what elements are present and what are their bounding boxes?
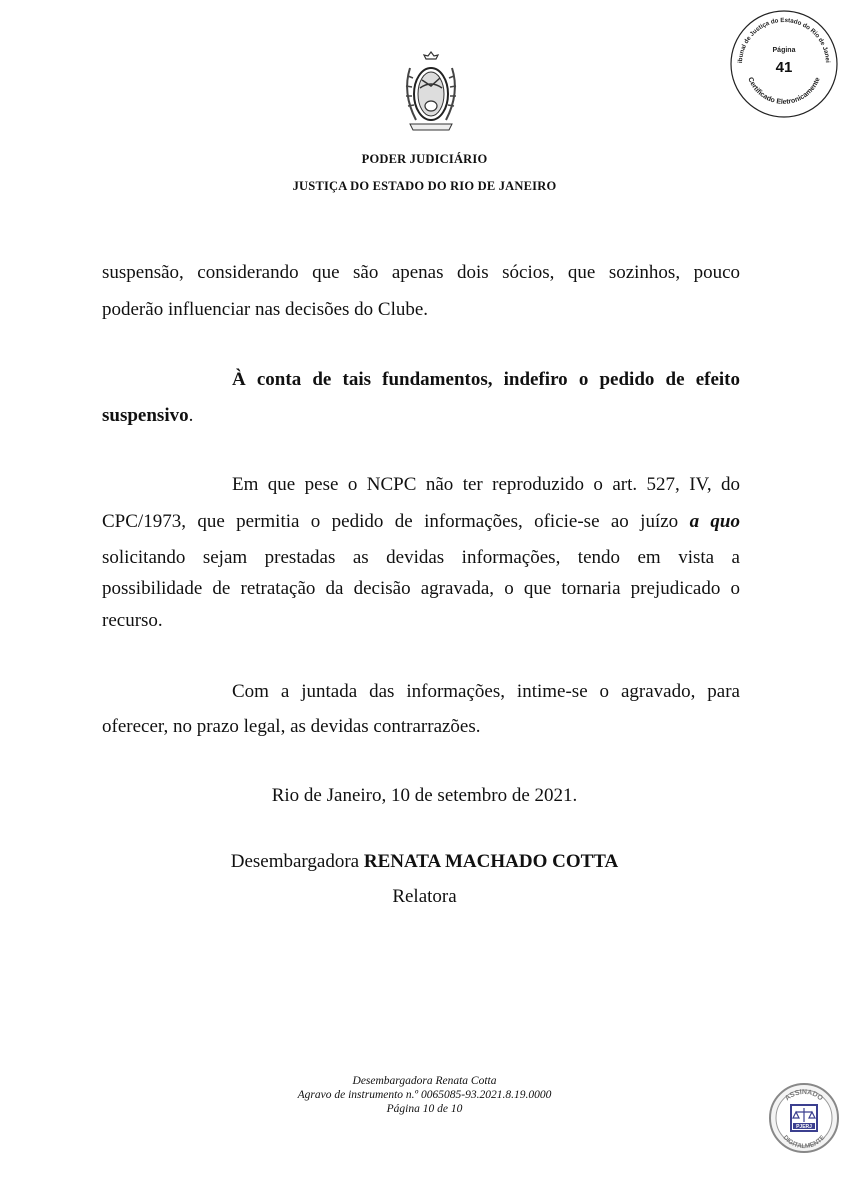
a-quo-emphasis: a quo — [689, 511, 741, 532]
signatory — [0, 851, 849, 873]
digital-signature-seal — [768, 1078, 840, 1158]
signatory-role: Relatora — [392, 886, 457, 907]
footer-judge: Desembargadora Renata Cotta — [352, 1075, 497, 1087]
paragraph-4-line-2: oferecer, no prazo legal, as devidas contrarrazões. — [102, 716, 481, 737]
footer-case-number: Agravo de instrumento n.º 0065085-93.2021.8.19.0000 — [297, 1089, 552, 1101]
paragraph-3-line-2 — [102, 511, 740, 533]
seal-arc-top: ASSINADO — [784, 1088, 824, 1103]
paragraph-3-line-2-text: CPC/1973, que permitia o pedido de informações, oficie-se ao juízo — [102, 511, 690, 532]
paragraph-3-line-3: solicitando sejam prestadas as devidas informações, tendo em vista a — [102, 547, 740, 568]
header-court: JUSTIÇA DO ESTADO DO RIO DE JANEIRO — [292, 179, 557, 193]
stamp-label: Página — [772, 47, 796, 54]
paragraph-1-line-2: poderão influenciar nas decisões do Clube. — [102, 299, 429, 320]
stamp-arc-top: ibunal de Justiça do Estado do Rio de Janei — [737, 16, 831, 64]
paragraph-4-line-1: Com a juntada das informações, intime-se o agravado, para — [232, 681, 740, 702]
coat-of-arms-icon — [400, 48, 462, 136]
stamp-page-number: 41 — [775, 59, 793, 76]
paragraph-2-line-2 — [102, 405, 740, 427]
stamp-circle-icon — [728, 8, 840, 120]
paragraph-3-line-4: possibilidade de retratação da decisão agravada, o que tornaria prejudicado o — [102, 578, 740, 599]
digital-seal-icon — [768, 1078, 840, 1158]
paragraph-2-end: . — [188, 405, 194, 426]
seal-arc-bottom: DIGITALMENTE — [781, 1134, 827, 1151]
paragraph-3-line-5: recurso. — [102, 610, 163, 631]
header-judiciary: PODER JUDICIÁRIO — [361, 152, 488, 166]
paragraph-3-line-1: Em que pese o NCPC não ter reproduzido o art. 527, IV, do — [232, 474, 740, 495]
paragraph-1-line-1: suspensão, considerando que são apenas dois sócios, que sozinhos, pouco — [102, 262, 740, 283]
place-date: Rio de Janeiro, 10 de setembro de 2021. — [271, 785, 578, 806]
signatory-name: RENATA MACHADO COTTA — [363, 851, 619, 872]
paragraph-2-bold: suspensivo — [102, 405, 189, 426]
seal-logo-text: PJERJ — [796, 1124, 812, 1130]
signatory-title: Desembargadora — [230, 851, 364, 872]
paragraph-2-line-1: À conta de tais fundamentos, indefiro o pedido de efeito — [232, 369, 740, 390]
stamp-arc-bottom: Certificado Eletronicamente — [746, 76, 822, 106]
footer-page: Página 10 de 10 — [386, 1103, 463, 1115]
page-certification-stamp — [728, 8, 840, 120]
